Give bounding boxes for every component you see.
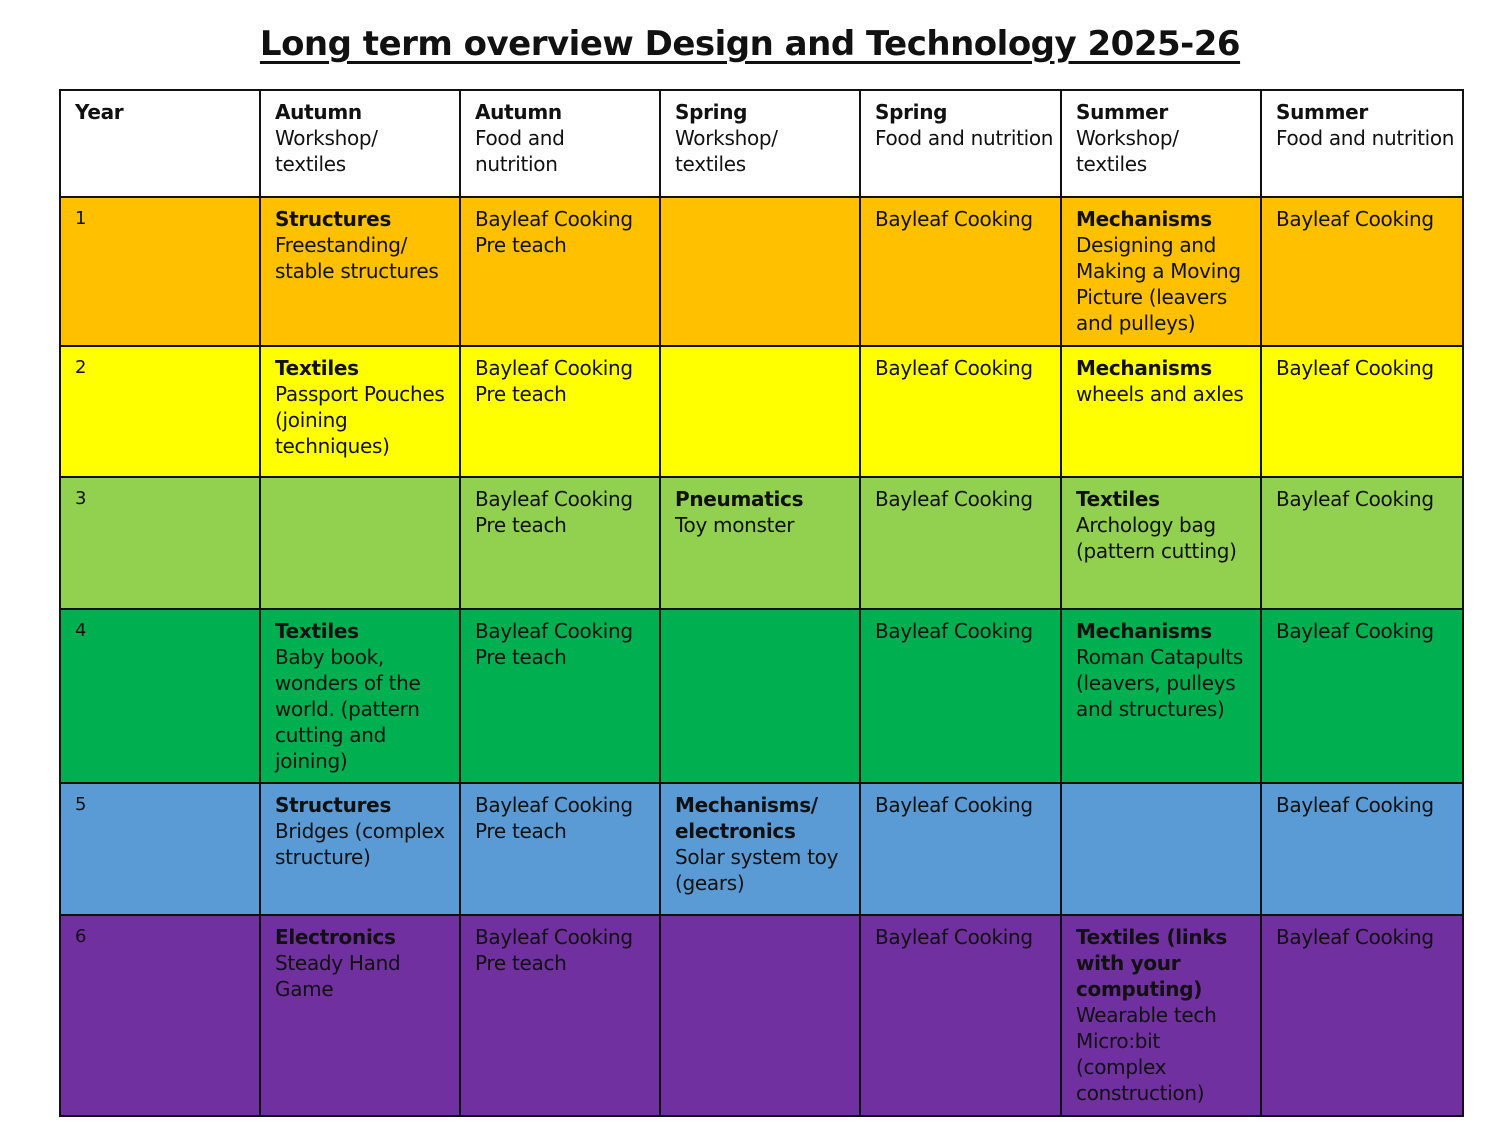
curriculum-cell — [260, 477, 460, 609]
header-cell-spring-food — [860, 90, 1061, 197]
curriculum-cell — [460, 346, 660, 477]
topic-label: Textiles (links with your computing) — [1076, 925, 1227, 1001]
curriculum-cell — [860, 197, 1061, 346]
header-subtitle: Workshop/ textiles — [1076, 126, 1179, 176]
cell-text: Bayleaf Cooking — [875, 619, 1033, 643]
header-subtitle: Workshop/ textiles — [275, 126, 378, 176]
topic-label: Mechanisms — [1076, 619, 1212, 643]
cell-text: Solar system toy (gears) — [675, 845, 839, 895]
curriculum-cell — [860, 346, 1061, 477]
cell-text: Baby book, wonders of the world. (pattern cutting and joining) — [275, 645, 421, 773]
cell-text: Bayleaf Cooking — [1276, 356, 1434, 380]
header-cell-year — [60, 90, 260, 197]
curriculum-cell — [660, 609, 860, 783]
curriculum-cell — [660, 346, 860, 477]
header-term: Spring — [675, 100, 748, 124]
topic-label: Structures — [275, 207, 392, 231]
curriculum-cell — [1061, 477, 1261, 609]
curriculum-cell — [1261, 783, 1463, 915]
header-term: Spring — [875, 100, 948, 124]
curriculum-cell — [260, 783, 460, 915]
cell-text: Bayleaf Cooking — [875, 207, 1033, 231]
cell-text: Bayleaf Cooking — [1276, 207, 1434, 231]
curriculum-cell — [1061, 197, 1261, 346]
curriculum-cell — [1261, 346, 1463, 477]
header-subtitle: Food and nutrition — [1276, 126, 1455, 150]
curriculum-cell — [660, 915, 860, 1116]
year-row-6 — [60, 915, 1463, 1116]
curriculum-cell — [1261, 197, 1463, 346]
curriculum-cell — [260, 915, 460, 1116]
header-term: Summer — [1276, 100, 1368, 124]
curriculum-cell — [1061, 915, 1261, 1116]
header-cell-summer-food — [1261, 90, 1463, 197]
curriculum-cell — [1261, 609, 1463, 783]
topic-label: Textiles — [1076, 487, 1160, 511]
year-row-5 — [60, 783, 1463, 915]
year-cell: 1 — [60, 197, 260, 346]
cell-text: Bayleaf Cooking — [875, 356, 1033, 380]
topic-label: Mechanisms — [1076, 356, 1212, 380]
topic-label: Structures — [275, 793, 392, 817]
curriculum-cell — [660, 197, 860, 346]
year-cell: 6 — [60, 915, 260, 1116]
cell-text: Bayleaf Cooking — [875, 925, 1033, 949]
header-subtitle: Food and nutrition — [475, 126, 565, 176]
year-cell: 4 — [60, 609, 260, 783]
cell-text: Bayleaf Cooking Pre teach — [475, 356, 633, 406]
cell-text: Bayleaf Cooking — [1276, 793, 1434, 817]
curriculum-cell — [660, 783, 860, 915]
header-cell-autumn-workshop — [260, 90, 460, 197]
curriculum-cell — [860, 783, 1061, 915]
topic-label: Electronics — [275, 925, 396, 949]
cell-text: Passport Pouches (joining techniques) — [275, 382, 445, 458]
curriculum-cell — [1061, 609, 1261, 783]
year-cell: 2 — [60, 346, 260, 477]
topic-label: Textiles — [275, 356, 359, 380]
page-title: Long term overview Design and Technology 2025-26 — [259, 24, 1241, 64]
cell-text: Roman Catapults (leavers, pulleys and structures) — [1076, 645, 1244, 721]
curriculum-cell — [260, 609, 460, 783]
curriculum-cell — [660, 477, 860, 609]
header-cell-summer-workshop — [1061, 90, 1261, 197]
year-row-4 — [60, 609, 1463, 783]
curriculum-cell — [1061, 783, 1261, 915]
cell-text: Freestanding/ stable structures — [275, 233, 439, 283]
cell-text: Bayleaf Cooking Pre teach — [475, 793, 633, 843]
cell-text: Bridges (complex structure) — [275, 819, 445, 869]
curriculum-cell — [860, 915, 1061, 1116]
curriculum-cell — [1261, 477, 1463, 609]
header-term: Autumn — [475, 100, 562, 124]
cell-text: Bayleaf Cooking — [1276, 925, 1434, 949]
topic-label: Pneumatics — [675, 487, 804, 511]
cell-text: Bayleaf Cooking — [875, 793, 1033, 817]
cell-text: Bayleaf Cooking Pre teach — [475, 487, 633, 537]
curriculum-cell — [460, 477, 660, 609]
year-row-3 — [60, 477, 1463, 609]
cell-text: wheels and axles — [1076, 382, 1244, 406]
curriculum-cell — [1261, 915, 1463, 1116]
cell-text: Toy monster — [675, 513, 795, 537]
curriculum-cell — [860, 477, 1061, 609]
header-term: Year — [75, 100, 124, 124]
curriculum-cell — [260, 346, 460, 477]
curriculum-cell — [460, 197, 660, 346]
header-row — [60, 90, 1463, 197]
curriculum-cell — [460, 915, 660, 1116]
year-row-1 — [60, 197, 1463, 346]
cell-text: Bayleaf Cooking Pre teach — [475, 925, 633, 975]
cell-text: Designing and Making a Moving Picture (leavers and pulleys) — [1076, 233, 1241, 335]
cell-text: Bayleaf Cooking — [1276, 487, 1434, 511]
topic-label: Mechanisms/ electronics — [675, 793, 818, 843]
cell-text: Bayleaf Cooking — [1276, 619, 1434, 643]
year-cell: 5 — [60, 783, 260, 915]
year-cell: 3 — [60, 477, 260, 609]
header-term: Autumn — [275, 100, 362, 124]
cell-text: Bayleaf Cooking — [875, 487, 1033, 511]
curriculum-cell — [460, 783, 660, 915]
header-subtitle: Workshop/ textiles — [675, 126, 778, 176]
overview-table — [59, 89, 1464, 1117]
cell-text: Bayleaf Cooking Pre teach — [475, 619, 633, 669]
header-subtitle: Food and nutrition — [875, 126, 1054, 150]
header-cell-spring-workshop — [660, 90, 860, 197]
header-term: Summer — [1076, 100, 1168, 124]
cell-text: Archology bag (pattern cutting) — [1076, 513, 1237, 563]
year-row-2 — [60, 346, 1463, 477]
curriculum-cell — [460, 609, 660, 783]
cell-text: Steady Hand Game — [275, 951, 401, 1001]
header-cell-autumn-food — [460, 90, 660, 197]
curriculum-cell — [1061, 346, 1261, 477]
topic-label: Mechanisms — [1076, 207, 1212, 231]
topic-label: Textiles — [275, 619, 359, 643]
curriculum-cell — [260, 197, 460, 346]
cell-text: Wearable tech Micro:bit (complex construction) — [1076, 1003, 1217, 1105]
cell-text: Bayleaf Cooking Pre teach — [475, 207, 633, 257]
curriculum-cell — [860, 609, 1061, 783]
